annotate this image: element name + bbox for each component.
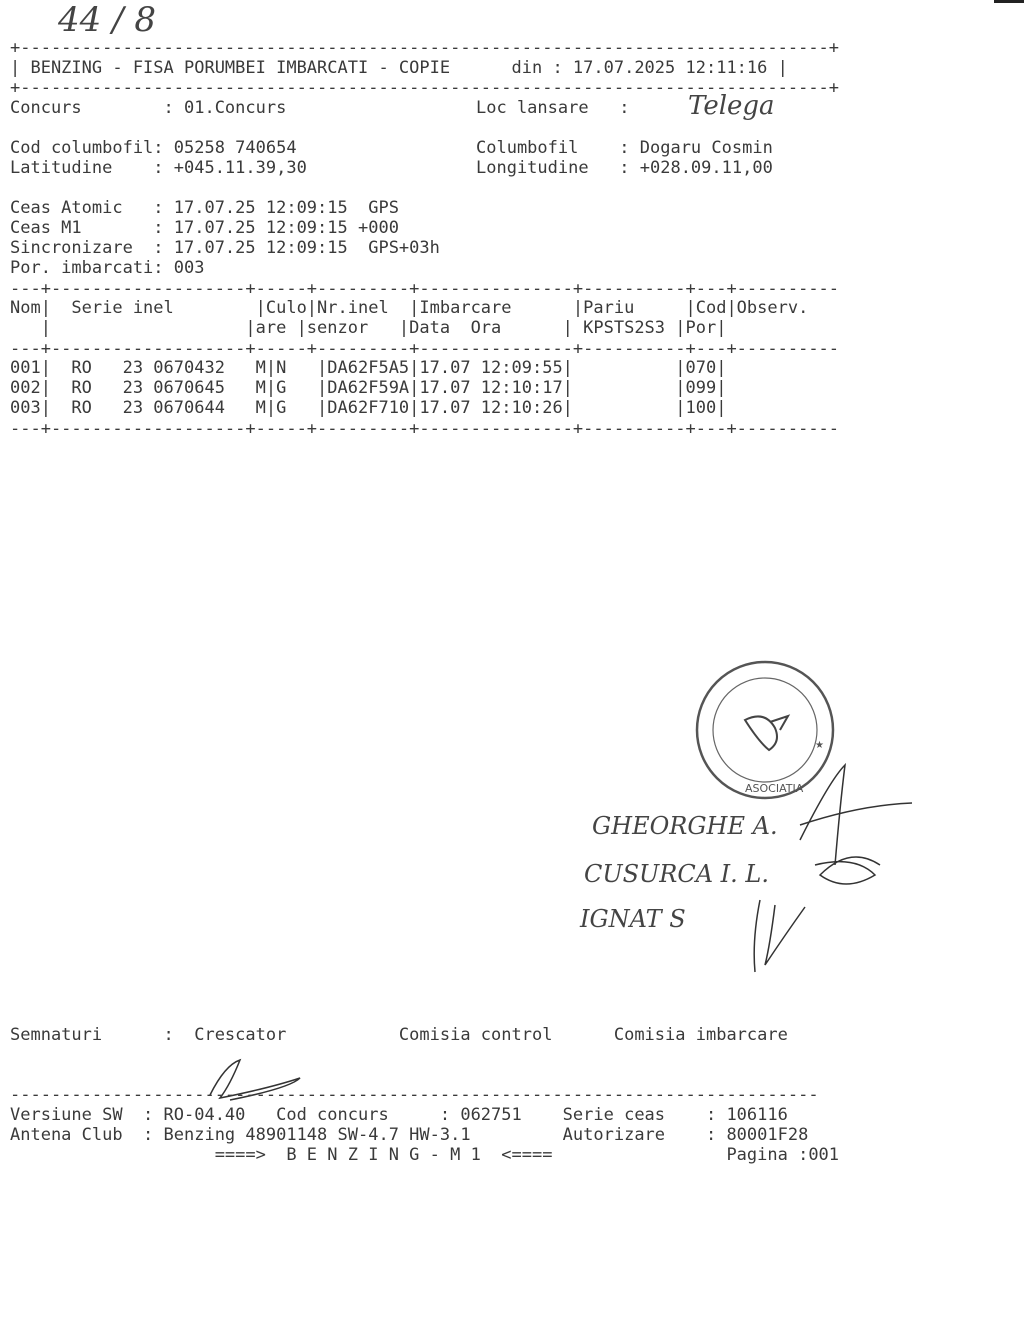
scan-edge-mark [994, 0, 1024, 3]
porumbei-imbarcati-line: Por. imbarcati: 003 [10, 258, 205, 278]
antena-club-line: Antena Club : Benzing 48901148 SW-4.7 HW-3.1 Autorizare : 80001F28 [10, 1125, 809, 1145]
latitudine-line: Latitudine : +045.11.39,30 [10, 158, 307, 178]
table-header-row-2: | |are |senzor |Data Ora | KPSTS2S3 |Por| [10, 318, 727, 338]
club-stamp [697, 662, 833, 798]
table-row: 002| RO 23 0670645 M|G |DA62F59A|17.07 12:10:17| |099| [10, 378, 727, 398]
columbofil-line: Columbofil : Dogaru Cosmin [476, 138, 773, 158]
signer-ignat: IGNAT S [580, 905, 686, 933]
benzing-m1-page-line: ====> B E N Z I N G - M 1 <==== Pagina :001 [10, 1145, 840, 1165]
stamp-text: ASOCIATIA [745, 782, 804, 795]
cod-columbofil-line: Cod columbofil: 05258 740654 [10, 138, 297, 158]
table-header-row-1: Nom| Serie inel |Culo|Nr.inel |Imbarcare |Pariu |Cod|Observ. [10, 298, 809, 318]
table-row: 003| RO 23 0670644 M|G |DA62F710|17.07 12:10:26| |100| [10, 398, 727, 418]
header-top-border: +-------------------------------------------------------------------------------+ [10, 38, 840, 58]
handwritten-page-number: 44 / 8 [58, 0, 156, 40]
signer-gheorghe: GHEORGHE A. [592, 812, 778, 840]
header-bottom-border: +-------------------------------------------------------------------------------+ [10, 78, 840, 98]
table-separator-top: ---+-------------------+-----+---------+---------------+----------+---+---------- [10, 279, 840, 299]
ceas-m1-line: Ceas M1 : 17.07.25 12:09:15 +000 [10, 218, 399, 238]
longitudine-line: Longitudine : +028.09.11,00 [476, 158, 773, 178]
svg-text:★: ★ [815, 740, 824, 751]
table-separator-mid: ---+-------------------+-----+---------+---------------+----------+---+---------- [10, 339, 840, 359]
header-title: | BENZING - FISA PORUMBEI IMBARCATI - COPIE din : 17.07.2025 12:11:16 | [10, 58, 788, 78]
loc-lansare-label: Loc lansare : [476, 98, 630, 118]
ceas-atomic-line: Ceas Atomic : 17.07.25 12:09:15 GPS [10, 198, 399, 218]
semnaturi-line: Semnaturi : Crescator Comisia control Comisia imbarcare [10, 1025, 788, 1045]
footer-separator: ------------------------------------------------------------------------------- [10, 1085, 819, 1105]
concurs-line: Concurs : 01.Concurs [10, 98, 287, 118]
table-row: 001| RO 23 0670432 M|N |DA62F5A5|17.07 12:09:55| |070| [10, 358, 727, 378]
loc-lansare-handwritten: Telega [688, 91, 775, 121]
table-separator-bottom: ---+-------------------+-----+---------+---------------+----------+---+---------- [10, 419, 840, 439]
sincronizare-line: Sincronizare : 17.07.25 12:09:15 GPS+03h [10, 238, 440, 258]
signer-cusurca: CUSURCA I. L. [584, 860, 769, 888]
versiune-sw-line: Versiune SW : RO-04.40 Cod concurs : 062751 Serie ceas : 106116 [10, 1105, 788, 1125]
